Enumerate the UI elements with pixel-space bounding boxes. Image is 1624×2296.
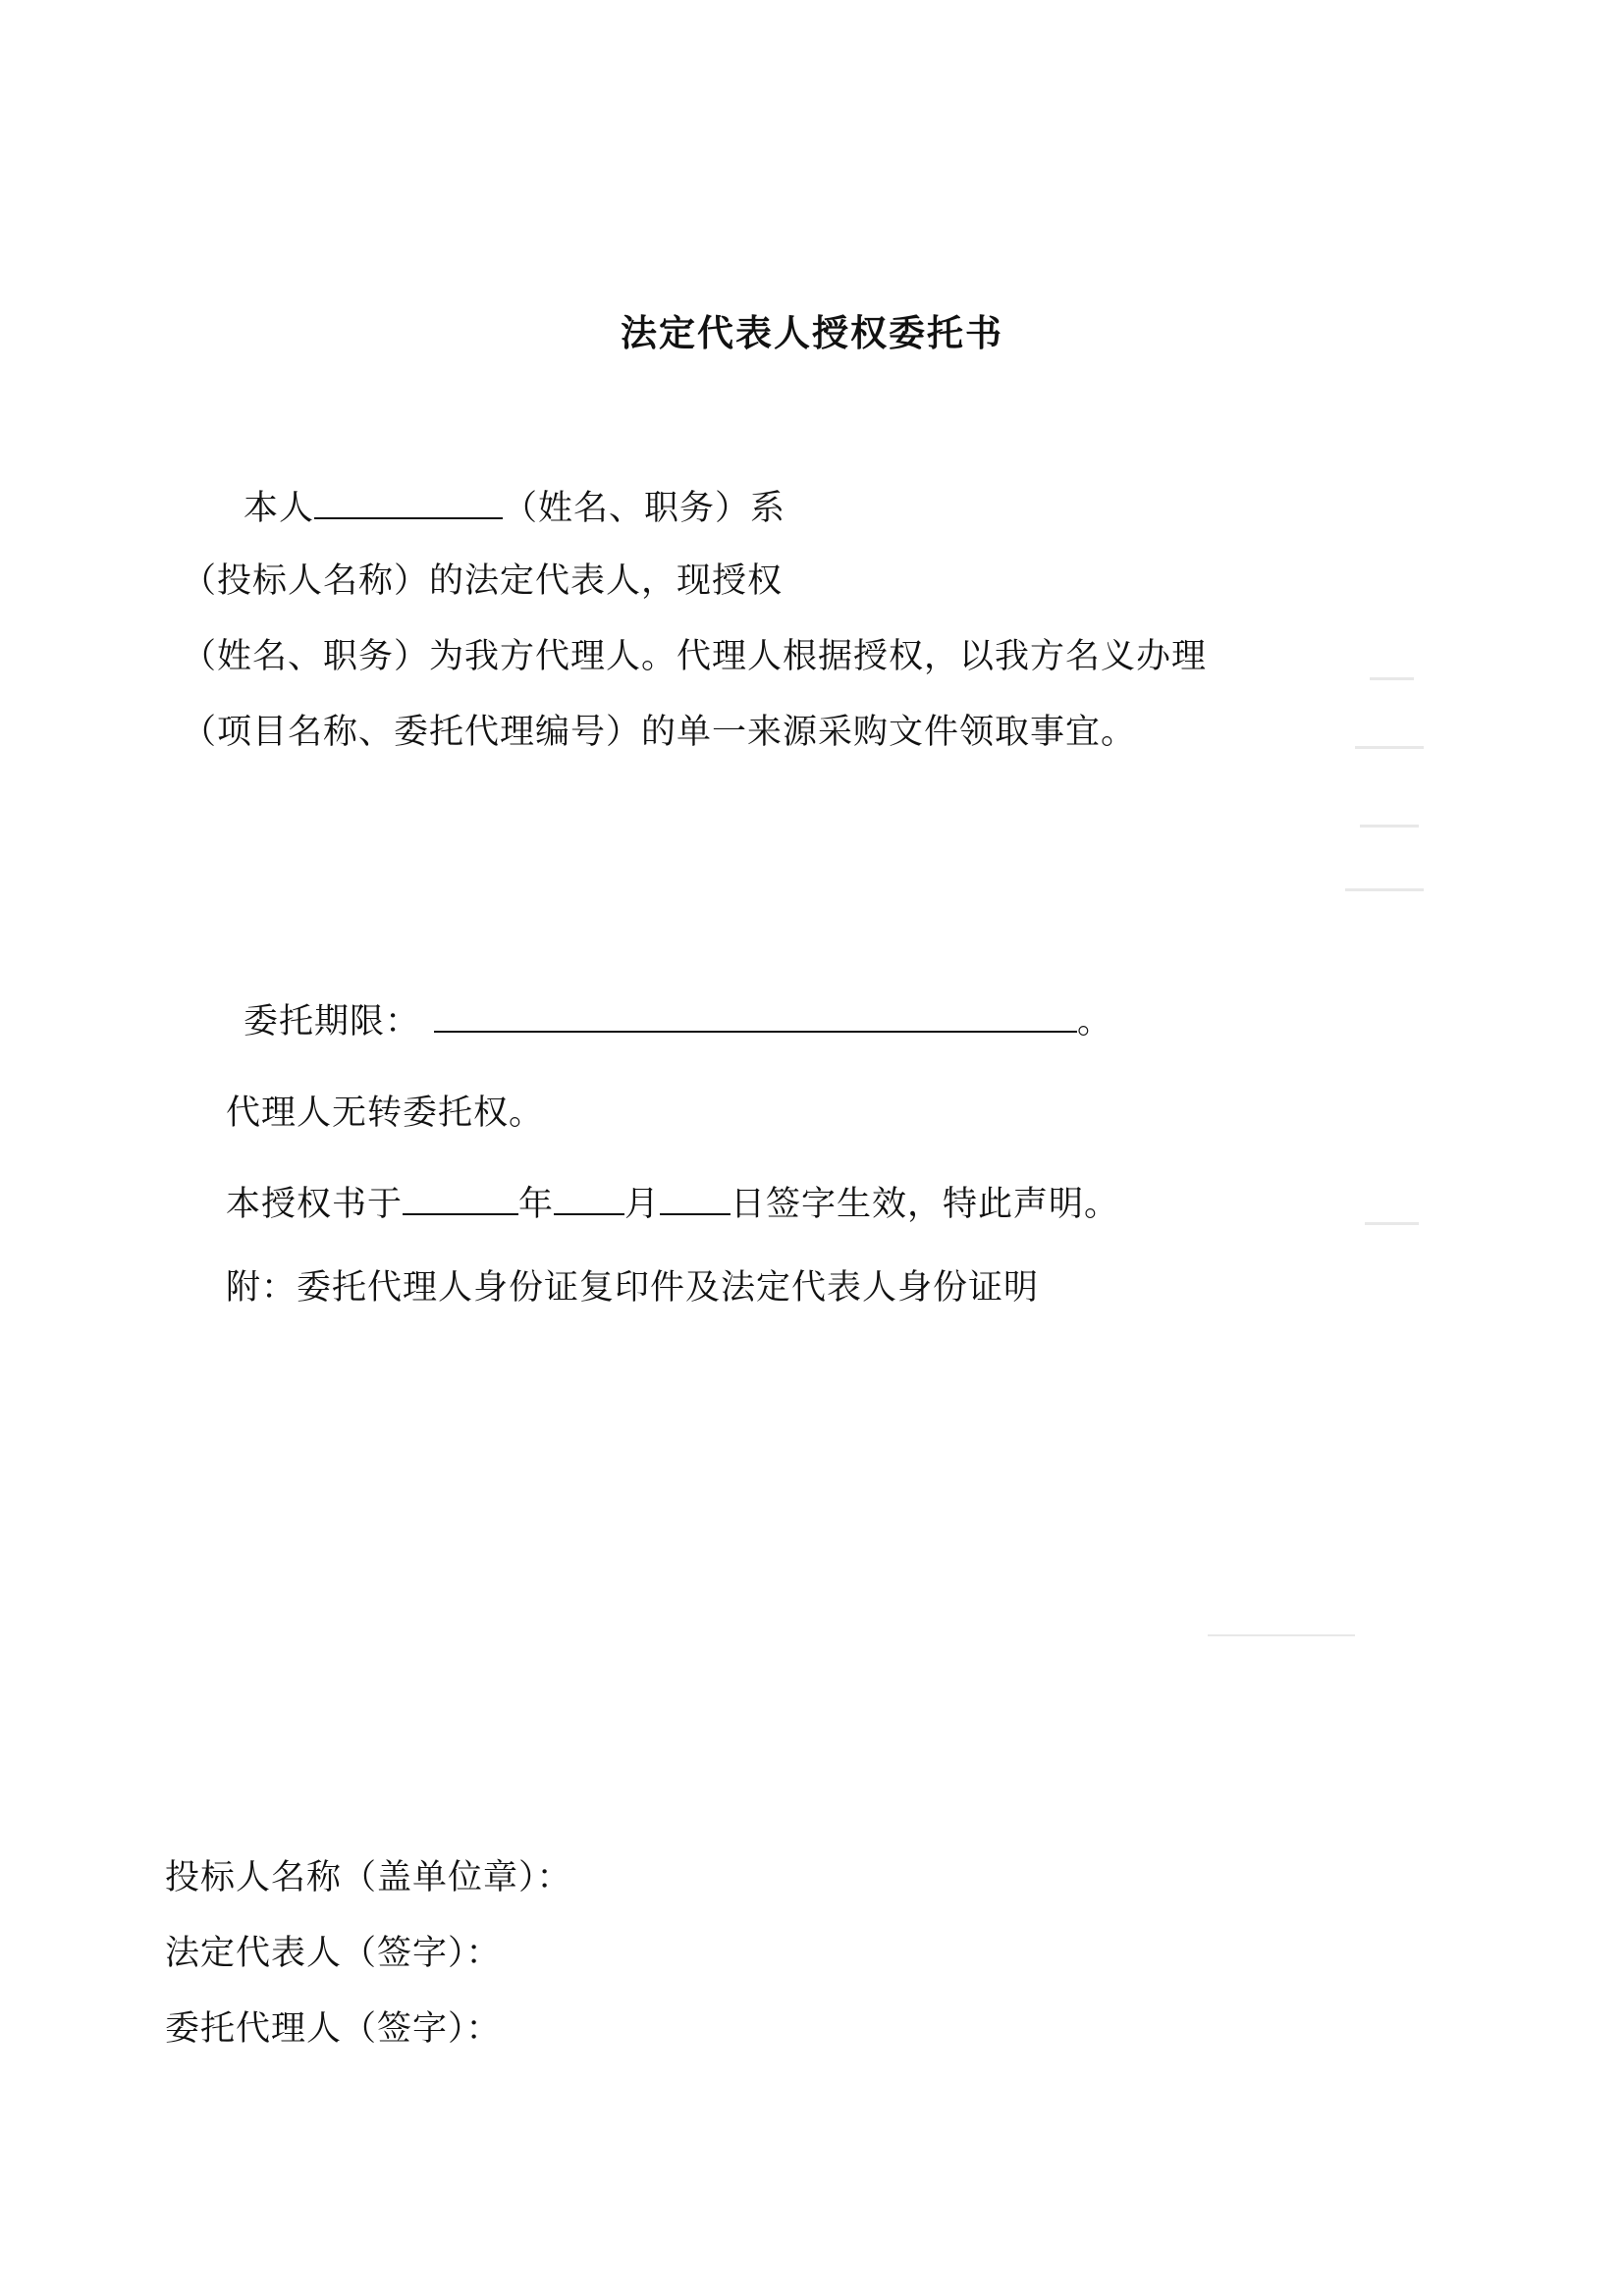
term-line [244,1001,1112,1041]
scan-artifact [1345,888,1424,891]
signature-agent: 委托代理人（签字）： [165,2009,502,2049]
effective-day-suffix: 日签字生效，特此声明。 [731,1185,1120,1224]
term-end: 。 [1077,1002,1113,1041]
para1-line3: （姓名、职务）为我方代理人。代理人根据授权，以我方名义办理 [182,637,1208,676]
scan-artifact [1365,1222,1419,1225]
attachment-note: 附：委托代理人身份证复印件及法定代表人身份证明 [226,1268,1040,1308]
year-blank [403,1184,518,1215]
para1-line1-prefix: 本人 [244,489,315,528]
scan-artifact [1360,825,1419,828]
para1-line1 [244,488,785,528]
day-blank [660,1184,731,1215]
scan-artifact [1370,677,1414,680]
effective-prefix: 本授权书于 [226,1185,404,1224]
document-title: 法定代表人授权委托书 [621,312,1003,354]
scan-artifact [1355,746,1424,749]
para1-line2: （投标人名称）的法定代表人，现授权 [182,561,784,601]
term-label: 委托期限： [244,1002,421,1041]
effective-date-line [226,1184,1119,1224]
effective-month: 月 [624,1185,661,1224]
para1-line4: （项目名称、委托代理编号）的单一来源采购文件领取事宜。 [182,713,1137,752]
scan-artifact [1208,1634,1355,1636]
name-title-blank [314,488,503,519]
no-sub-delegation: 代理人无转委托权。 [226,1094,545,1133]
signature-bidder-name: 投标人名称（盖单位章）： [165,1858,572,1897]
signature-legal-rep: 法定代表人（签字）： [165,1934,502,1973]
para1-line1-suffix: （姓名、职务）系 [503,489,786,528]
effective-year: 年 [518,1185,555,1224]
month-blank [554,1184,624,1215]
term-blank [434,1001,1077,1033]
